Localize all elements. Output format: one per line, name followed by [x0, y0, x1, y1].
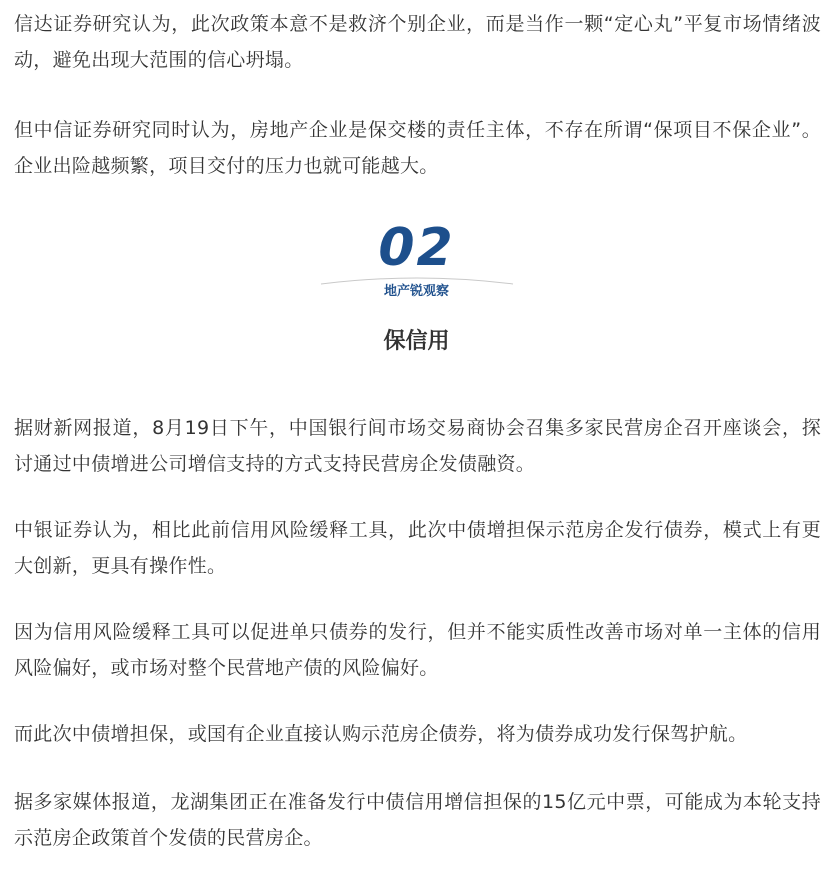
paragraph-caixin-report: 据财新网报道，8月19日下午，中国银行间市场交易商协会召集多家民营房企召开座谈会，探讨通过中债增进公司增信支持的方式支持民营房企发债融资。: [14, 417, 821, 475]
paragraph-crmw: 因为信用风险缓释工具可以促进单只债券的发行，但并不能实质性改善市场对单一主体的信用风险偏好，或市场对整个民营地产债的风险偏好。: [14, 621, 821, 679]
paragraph-guarantee: 而此次中债增担保，或国有企业直接认购示范房企债券，将为债券成功发行保驾护航。: [14, 723, 748, 745]
section-tag: 地产锐观察: [383, 284, 449, 299]
paragraph-bocsec: 中银证券认为，相比此前信用风险缓释工具，此次中债增担保示范房企发行债券，模式上有更大创新，更具有操作性。: [14, 519, 821, 577]
section-number: 02: [378, 218, 455, 278]
section-badge: [0, 218, 833, 300]
paragraph-citic: 但中信证券研究同时认为，房地产企业是保交楼的责任主体，不存在所谓“保项目不保企业”。企业出险越频繁，项目交付的压力也就可能越大。: [14, 119, 821, 177]
paragraph-xinda: 信达证券研究认为，此次政策本意不是救济个别企业，而是当作一颗“定心丸”平复市场情绪波动，避免出现大范围的信心坍塌。: [14, 13, 821, 71]
paragraph-longfor: 据多家媒体报道，龙湖集团正在准备发行中债信用增信担保的15亿元中票，可能成为本轮支持示范房企政策首个发债的民营房企。: [14, 791, 821, 849]
section-title: 保信用: [383, 329, 450, 354]
